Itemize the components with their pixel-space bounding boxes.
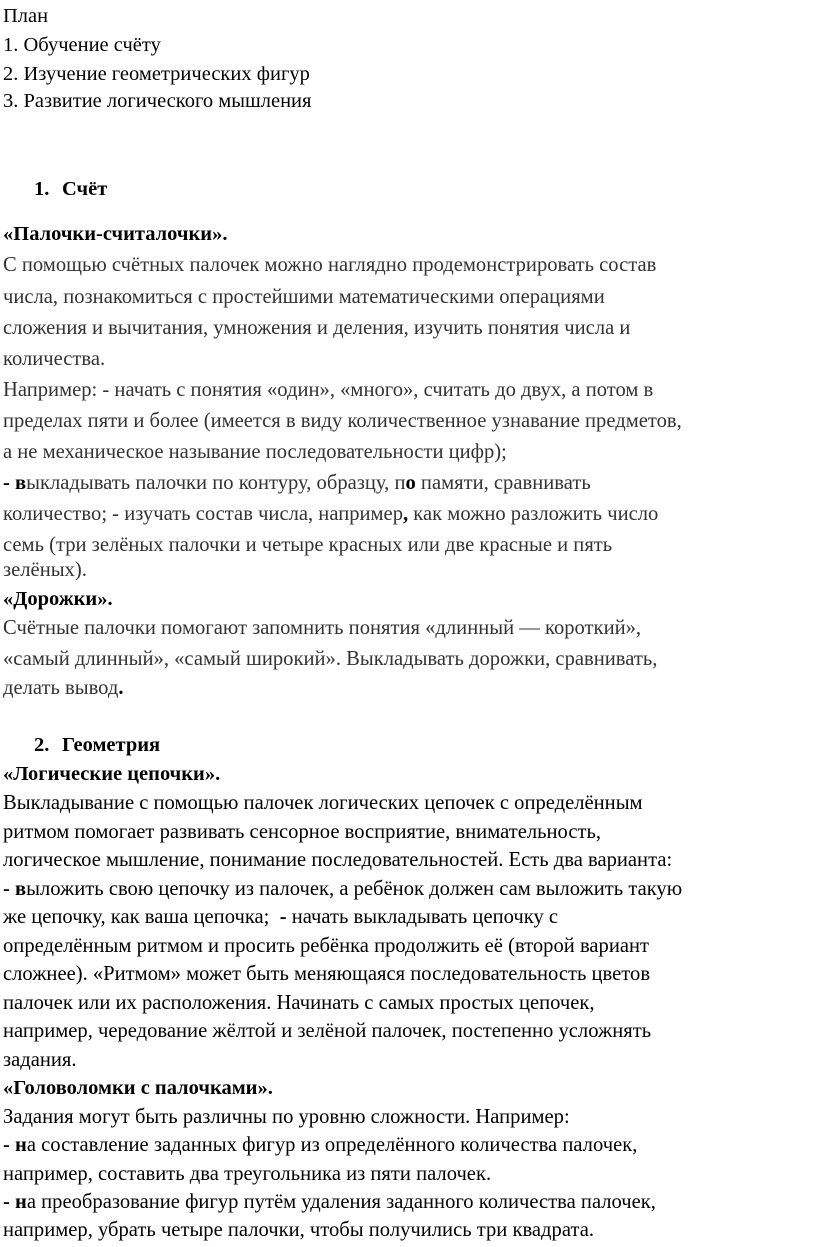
paragraph-line: например, чередование жёлтой и зелёной палочек, постепенно усложнять (3, 1020, 652, 1042)
bold-dash: - (279, 906, 287, 928)
bullet-line (3, 1131, 637, 1159)
section1-number: 1. (34, 178, 50, 200)
paragraph-line: а не механическое называние последовательности цифр); (3, 441, 507, 463)
paragraph-line: зелёных). (3, 559, 87, 581)
subsection-title-dorozhki: «Дорожки». (3, 588, 113, 610)
paragraph-line: задания. (3, 1049, 77, 1071)
paragraph-line: Счётные палочки помогают запомнить понятия «длинный — короткий», (3, 617, 642, 639)
paragraph-line: «самый длинный», «самый широкий». Выкладывать дорожки, сравнивать, (3, 648, 658, 670)
plan-item-2: 2. Изучение геометрических фигур (3, 63, 310, 85)
paragraph-text: количество; - изучать состав числа, например (3, 503, 403, 525)
bold-comma: , (403, 503, 409, 525)
section2-heading (34, 731, 160, 759)
bullet-text: памяти, сравнивать (415, 472, 591, 494)
bullet-text: а составление заданных фигур из определённого количества палочек, (26, 1134, 638, 1156)
paragraph-line: сложения и вычитания, умножения и деления, изучить понятия числа и (3, 317, 631, 339)
bullet-prefix: - н (3, 1191, 27, 1213)
paragraph-line (3, 500, 658, 528)
paragraph-line: сложнее). «Ритмом» может быть меняющаяся последовательность цветов (3, 963, 651, 985)
bullet-prefix: - н (3, 1134, 27, 1156)
paragraph-line: Например: - начать с понятия «один», «много», считать до двух, а потом в (3, 379, 654, 401)
plan-item-1: 1. Обучение счёту (3, 34, 161, 56)
paragraph-line: семь (три зелёных палочки и четыре красных или две красные и пять (3, 534, 613, 556)
bullet-prefix: - в (3, 472, 27, 494)
paragraph-text: начать выкладывать цепочку с (286, 906, 559, 928)
subsection-title-golovolomki: «Головоломки с палочками». (3, 1077, 273, 1099)
bullet-text: ыложить свою цепочку из палочек, а ребёнок должен сам выложить такую (26, 878, 683, 900)
section1-title: Счёт (62, 178, 108, 200)
subsection-title-palochki: «Палочки-считалочки». (3, 223, 228, 245)
paragraph-line: палочек или их расположения. Начинать с самых простых цепочек, (3, 992, 595, 1014)
paragraph-line (3, 674, 124, 702)
paragraph-text: как можно разложить число (408, 503, 659, 525)
paragraph-line: например, убрать четыре палочки, чтобы получились три квадрата. (3, 1219, 594, 1241)
section1-heading (34, 175, 107, 203)
plan-title: План (3, 5, 49, 27)
bullet-text: ыкладывать палочки по контуру, образцу, п (26, 472, 406, 494)
paragraph-line: определённым ритмом и просить ребёнка продолжить её (второй вариант (3, 935, 650, 957)
bullet-line (3, 875, 682, 903)
paragraph-line: количества. (3, 348, 106, 370)
paragraph-line: логическое мышление, понимание последовательностей. Есть два варианта: (3, 849, 673, 871)
paragraph-line: например, составить два треугольника из пяти палочек. (3, 1163, 492, 1185)
section2-number: 2. (34, 734, 50, 756)
bullet-text: а преобразование фигур путём удаления заданного количества палочек, (26, 1191, 656, 1213)
paragraph-line: ритмом помогает развивать сенсорное восприятие, внимательность, (3, 821, 602, 843)
paragraph-line (3, 903, 558, 931)
bullet-line (3, 1188, 656, 1216)
section2-title: Геометрия (62, 734, 161, 756)
paragraph-line: пределах пяти и более (имеется в виду количественное узнавание предметов, (3, 410, 682, 432)
paragraph-line: Выкладывание с помощью палочек логических цепочек с определённым (3, 792, 643, 814)
bullet-line (3, 469, 591, 497)
bullet-prefix: - в (3, 878, 27, 900)
bold-period: . (118, 677, 124, 699)
paragraph-text: же цепочку, как ваша цепочка; (3, 906, 280, 928)
paragraph-line: Задания могут быть различны по уровню сложности. Например: (3, 1106, 570, 1128)
bold-letter: о (405, 472, 416, 494)
subsection-title-cepochki: «Логические цепочки». (3, 763, 221, 785)
paragraph-text: делать вывод (3, 677, 119, 699)
paragraph-line: числа, познакомиться с простейшими математическими операциями (3, 286, 605, 308)
plan-item-3: 3. Развитие логического мышления (3, 90, 312, 112)
paragraph-line: С помощью счётных палочек можно наглядно продемонстрировать состав (3, 254, 657, 276)
